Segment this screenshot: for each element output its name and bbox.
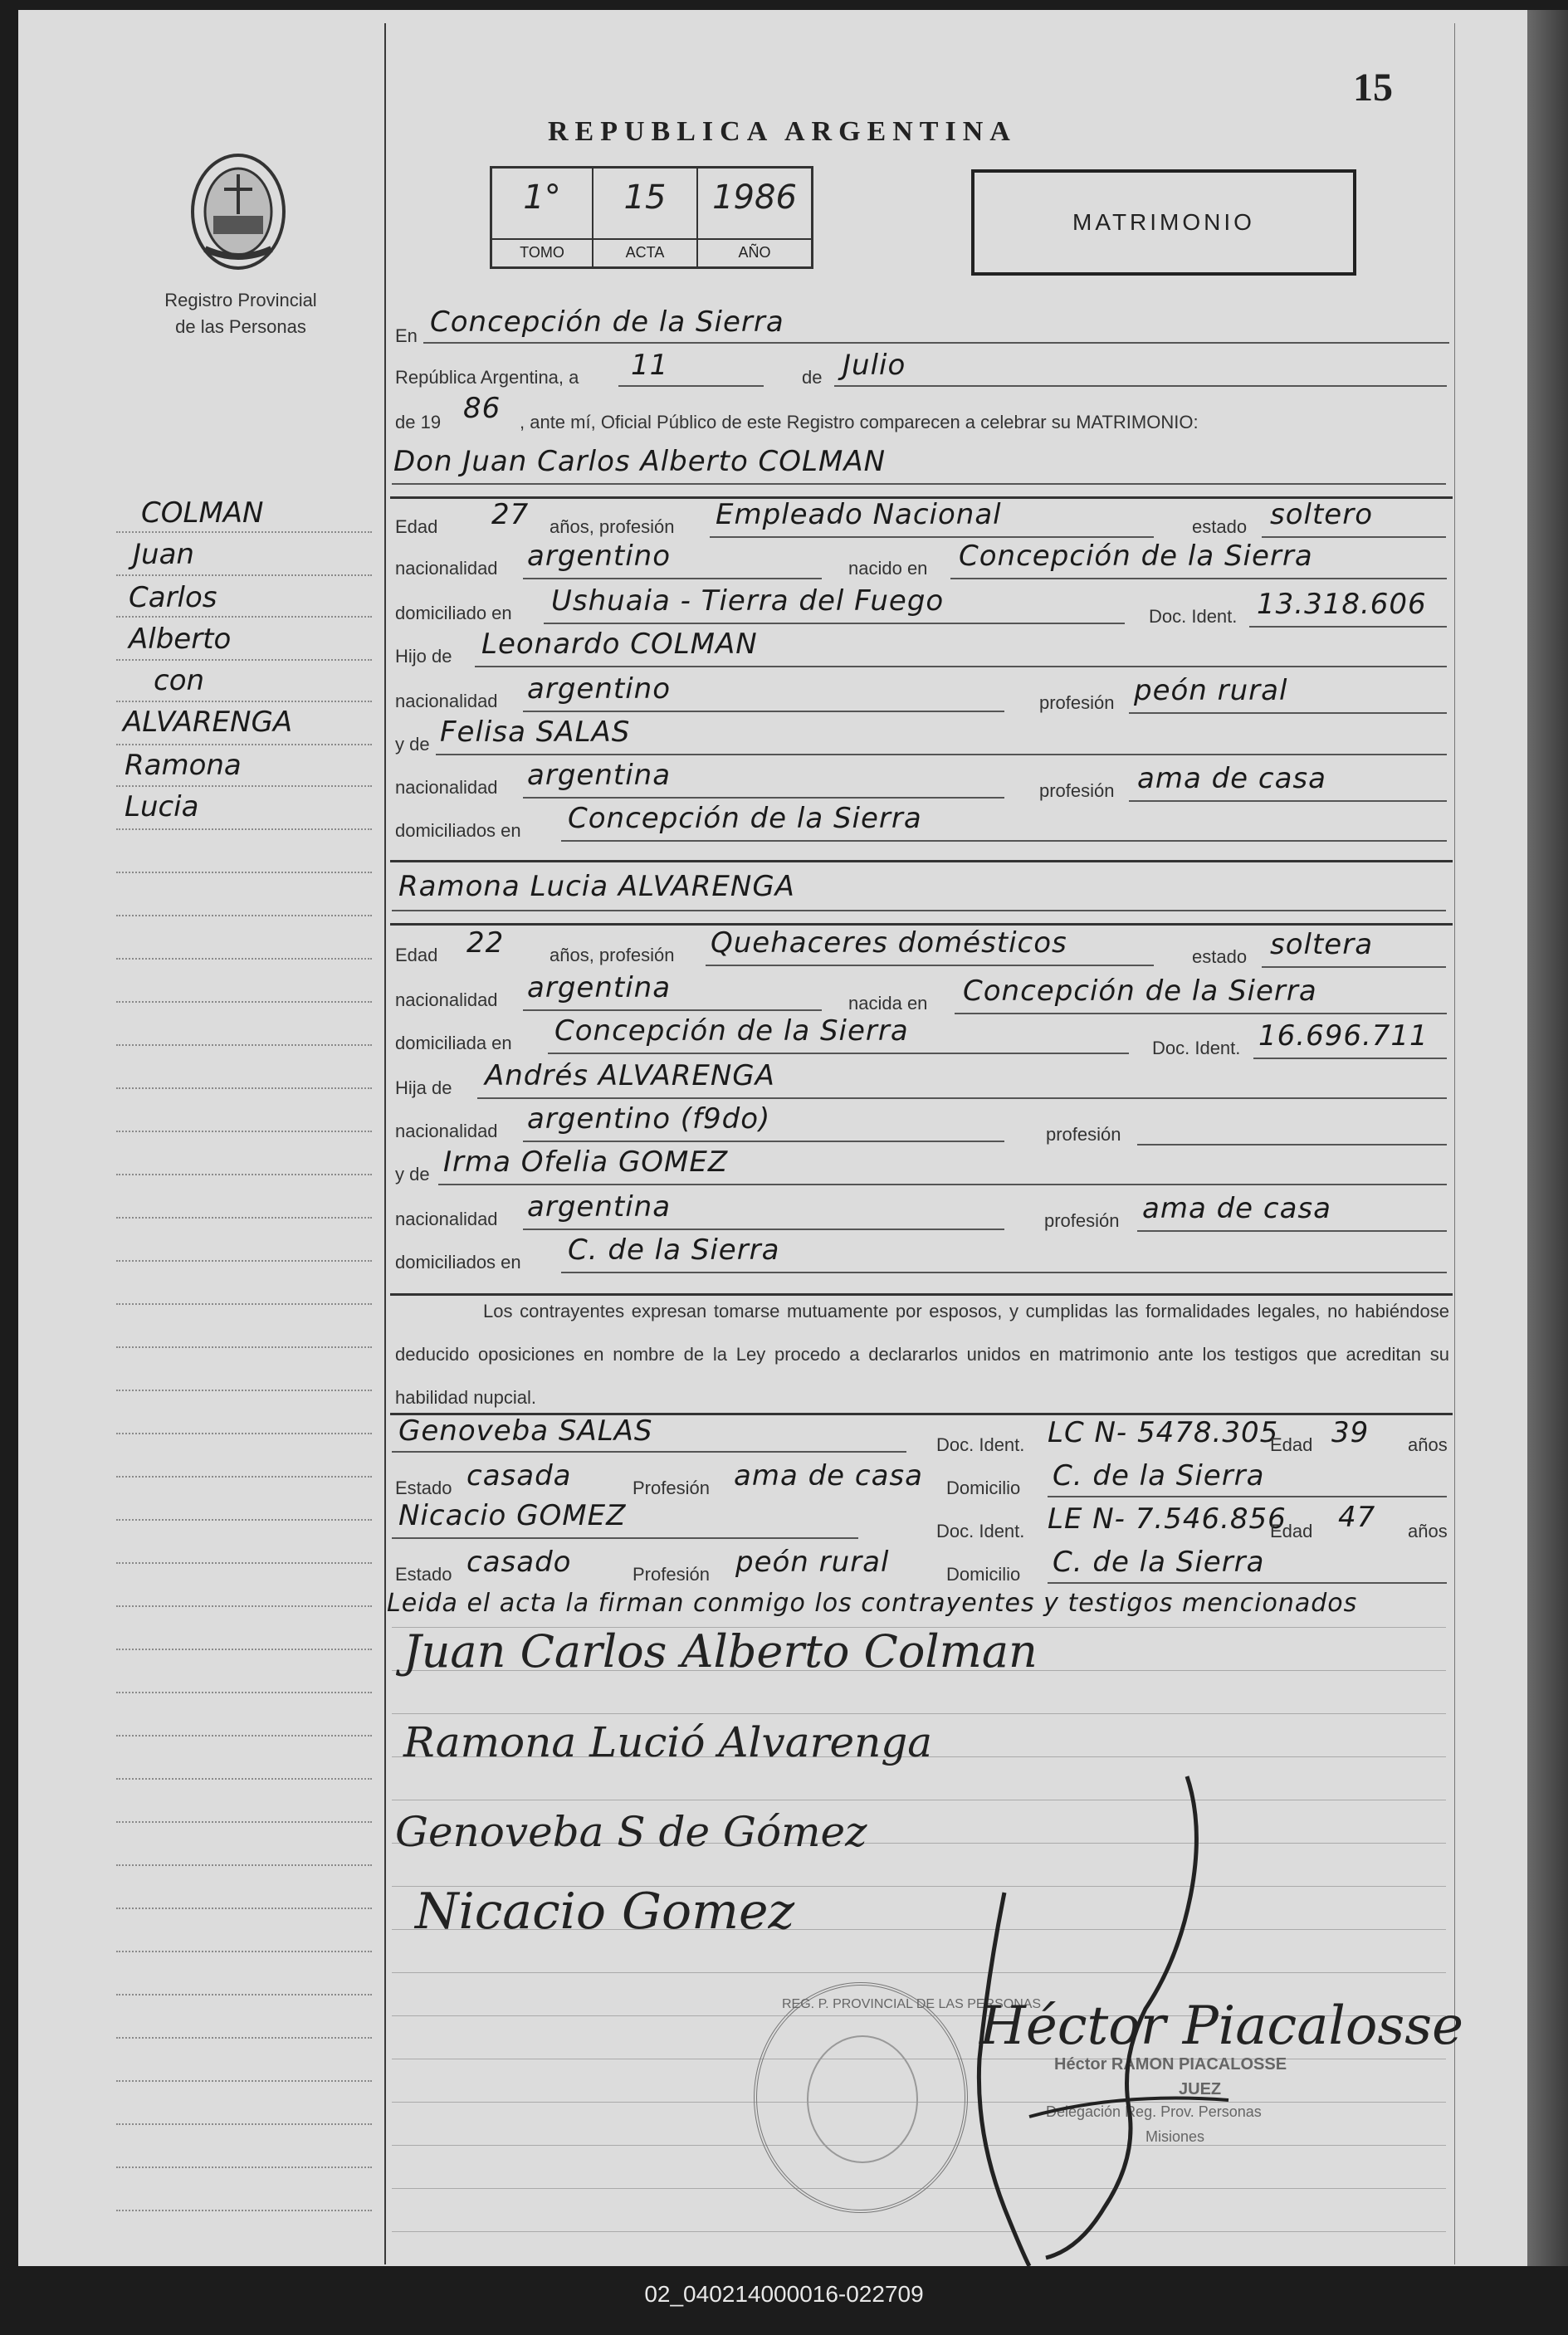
bride-mother-prof-label: profesión xyxy=(1044,1210,1120,1231)
margin-note: Lucia xyxy=(125,790,199,823)
closing-text: Leida el acta la firman conmigo los contrayentes y testigos mencionados xyxy=(387,1589,1358,1618)
bride-father-nat-label: nacionalidad xyxy=(395,1121,498,1141)
groom-doc: 13.318.606 xyxy=(1257,588,1427,621)
bride-y-de-label: y de xyxy=(395,1164,430,1185)
signature-groom: Juan Carlos Alberto Colman xyxy=(403,1625,1038,1678)
signature-witness-1: Genoveba S de Gómez xyxy=(395,1808,867,1856)
groom-birthplace: Concepción de la Sierra xyxy=(959,540,1313,573)
bride-hija-label: Hija de xyxy=(395,1077,452,1098)
tomo-cell xyxy=(492,169,593,266)
right-margin-line xyxy=(1454,23,1455,2264)
margin-note: ALVARENGA xyxy=(123,706,293,739)
tomo-value: 1° xyxy=(523,178,561,217)
bride-birthplace: Concepción de la Sierra xyxy=(963,975,1317,1008)
bride-name: Ramona Lucia ALVARENGA xyxy=(398,870,795,903)
bride-domicile: Concepción de la Sierra xyxy=(554,1014,909,1048)
witness-1-doc-label: Doc. Ident. xyxy=(936,1434,1025,1455)
record-type-box: MATRIMONIO xyxy=(971,169,1356,276)
groom-hijo-label: Hijo de xyxy=(395,646,452,667)
margin-note: COLMAN xyxy=(141,496,264,530)
margin-note: Carlos xyxy=(129,581,217,614)
witness-1-domicile: C. de la Sierra xyxy=(1053,1459,1265,1492)
witness-1-status: casada xyxy=(466,1459,572,1492)
page-number: 15 xyxy=(1353,66,1393,110)
acta-value: 15 xyxy=(623,178,667,217)
groom-father-nat-label: nacionalidad xyxy=(395,691,498,711)
groom-nacionalidad-label: nacionalidad xyxy=(395,558,498,579)
year-suffix-value: 86 xyxy=(463,392,501,425)
groom-parents-dom-label: domiciliados en xyxy=(395,820,521,841)
bride-father: Andrés ALVARENGA xyxy=(485,1059,775,1092)
ano-label: AÑO xyxy=(738,244,771,261)
witness-1-prof-label: Profesión xyxy=(633,1478,710,1498)
bride-parents-domicile: C. de la Sierra xyxy=(568,1233,780,1267)
bride-father-nationality: argentino (f9do) xyxy=(527,1102,771,1136)
margin-note: Ramona xyxy=(125,749,242,782)
signature-bride: Ramona Lució Alvarenga xyxy=(403,1718,933,1766)
official-office: Delegación Reg. Prov. Personas xyxy=(1046,2103,1262,2120)
official-province: Misiones xyxy=(1145,2128,1205,2145)
official-signature-flourish-icon xyxy=(955,1760,1270,2274)
groom-domicile: Ushuaia - Tierra del Fuego xyxy=(551,584,945,618)
witness-2-name: Nicacio GOMEZ xyxy=(398,1499,627,1532)
bride-nacionalidad-label: nacionalidad xyxy=(395,989,498,1010)
groom-doc-label: Doc. Ident. xyxy=(1149,606,1238,627)
registry-line-1: Registro Provincial xyxy=(164,290,317,310)
margin-note: con xyxy=(154,664,205,697)
en-label: En xyxy=(395,325,418,346)
de-label: de xyxy=(802,367,823,388)
month-value: Julio xyxy=(843,349,906,382)
margin-note: Juan xyxy=(133,538,194,571)
groom-mother-nationality: argentina xyxy=(527,759,672,792)
groom-father-profession: peón rural xyxy=(1134,674,1288,707)
groom-parents-domicile: Concepción de la Sierra xyxy=(568,802,922,835)
witness-2-status: casado xyxy=(466,1546,572,1579)
acta-cell xyxy=(593,169,698,266)
bride-mother-profession: ama de casa xyxy=(1142,1192,1331,1225)
official-round-seal xyxy=(754,1982,1042,2213)
groom-nacido-label: nacido en xyxy=(848,558,928,579)
republica-label: República Argentina, a xyxy=(395,367,579,388)
groom-domiciliado-label: domiciliado en xyxy=(395,603,512,623)
registry-line-2: de las Personas xyxy=(175,316,306,337)
witness-2-domicile: C. de la Sierra xyxy=(1053,1546,1265,1579)
bride-domiciliada-label: domiciliada en xyxy=(395,1033,512,1053)
bride-nacida-label: nacida en xyxy=(848,993,928,1014)
bride-parents-dom-label: domiciliados en xyxy=(395,1252,521,1273)
margin-divider xyxy=(384,23,386,2264)
place-value: Concepción de la Sierra xyxy=(430,305,784,339)
witness-2-edad-label: Edad xyxy=(1270,1521,1313,1541)
page-edge xyxy=(1527,10,1568,2266)
groom-name: Don Juan Carlos Alberto COLMAN xyxy=(393,445,887,478)
groom-edad-label: Edad xyxy=(395,516,438,537)
groom-mother-nat-label: nacionalidad xyxy=(395,777,498,798)
groom-mother-prof-label: profesión xyxy=(1039,780,1115,801)
official-title: JUEZ xyxy=(1179,2080,1222,2098)
witness-2-estado-label: Estado xyxy=(395,1564,452,1585)
witness-1-estado-label: Estado xyxy=(395,1478,452,1498)
registry-name xyxy=(125,287,357,340)
witness-1-profession: ama de casa xyxy=(734,1459,923,1492)
bride-mother-nationality: argentina xyxy=(527,1190,672,1224)
groom-status: soltero xyxy=(1270,498,1373,531)
round-seal-text: REG. P. PROVINCIAL DE LAS PERSONAS xyxy=(782,1997,1042,2011)
bride-edad-label: Edad xyxy=(395,945,438,965)
record-reference-box xyxy=(490,166,813,269)
witness-1-age: 39 xyxy=(1331,1416,1370,1449)
witness-2-age: 47 xyxy=(1338,1501,1376,1534)
groom-anos-label: años, profesión xyxy=(550,516,675,537)
document-id: 02_040214000016-022709 xyxy=(644,2281,924,2307)
witness-2-anos-label: años xyxy=(1408,1521,1448,1541)
groom-father-nationality: argentino xyxy=(527,672,671,706)
signature-official: Héctor Piacalosse xyxy=(979,1995,1463,2057)
ano-cell xyxy=(698,169,811,266)
groom-father: Leonardo COLMAN xyxy=(481,628,758,661)
groom-mother: Felisa SALAS xyxy=(440,716,631,749)
year-prefix-label: de 19 xyxy=(395,412,442,432)
official-name: Héctor RAMON PIACALOSSE xyxy=(1054,2055,1287,2074)
groom-y-de-label: y de xyxy=(395,734,430,755)
groom-nationality: argentino xyxy=(527,540,671,573)
bride-mother-nat-label: nacionalidad xyxy=(395,1209,498,1229)
bride-profession: Quehaceres domésticos xyxy=(711,926,1067,960)
groom-mother-profession: ama de casa xyxy=(1137,762,1326,795)
witness-1-name: Genoveba SALAS xyxy=(398,1414,653,1448)
witness-1-dom-label: Domicilio xyxy=(946,1478,1021,1498)
groom-profession: Empleado Nacional xyxy=(716,498,1002,531)
bride-nationality: argentina xyxy=(527,971,672,1004)
misiones-seal-icon xyxy=(184,149,292,274)
acta-label: ACTA xyxy=(625,244,665,261)
declaration-text: Los contrayentes expresan tomarse mutuamente por esposos, y cumplidas las formalidades legales, no habiéndose deducido oposiciones en nombre de la Ley procedo a declararlos unidos en matrimonio ante los testigos que acreditan su habilidad nupcial. xyxy=(395,1301,1449,1408)
bride-doc: 16.696.711 xyxy=(1258,1019,1429,1053)
bride-age: 22 xyxy=(466,926,505,960)
groom-age: 27 xyxy=(491,498,530,531)
bride-anos-label: años, profesión xyxy=(550,945,675,965)
bride-doc-label: Doc. Ident. xyxy=(1152,1038,1241,1058)
witness-2-prof-label: Profesión xyxy=(633,1564,710,1585)
witness-1-anos-label: años xyxy=(1408,1434,1448,1455)
signature-witness-2: Nicacio Gomez xyxy=(415,1883,795,1941)
bride-estado-label: estado xyxy=(1192,946,1248,967)
witness-2-doc: LE N- 7.546.856 xyxy=(1048,1502,1287,1536)
ano-value: 1986 xyxy=(712,178,797,217)
witness-2-profession: peón rural xyxy=(735,1546,890,1579)
witness-1-edad-label: Edad xyxy=(1270,1434,1313,1455)
groom-father-prof-label: profesión xyxy=(1039,692,1115,713)
country-title: REPUBLICA ARGENTINA xyxy=(548,116,1017,147)
bride-father-prof-label: profesión xyxy=(1046,1124,1121,1145)
groom-estado-label: estado xyxy=(1192,516,1248,537)
day-value: 11 xyxy=(631,349,669,382)
witness-1-doc: LC N- 5478.305 xyxy=(1048,1416,1279,1449)
margin-note: Alberto xyxy=(129,623,232,656)
statement-text: , ante mí, Oficial Público de este Registro comparecen a celebrar su MATRIMONIO: xyxy=(520,412,1199,432)
witness-2-dom-label: Domicilio xyxy=(946,1564,1021,1585)
bride-mother: Irma Ofelia GOMEZ xyxy=(443,1146,729,1179)
tomo-label: TOMO xyxy=(520,244,564,261)
witness-2-doc-label: Doc. Ident. xyxy=(936,1521,1025,1541)
bride-status: soltera xyxy=(1270,928,1374,961)
